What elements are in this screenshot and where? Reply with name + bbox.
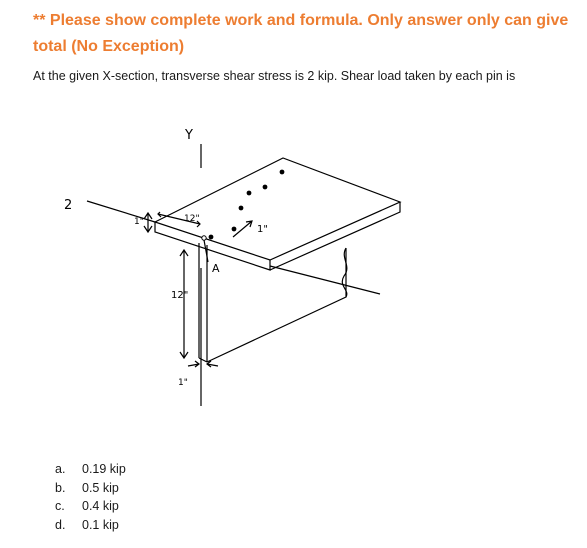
flange-thickness-dimension: [144, 213, 152, 232]
flange-thickness-label: 1": [134, 217, 144, 227]
choice-d[interactable]: [55, 516, 126, 535]
choice-a[interactable]: [55, 460, 126, 479]
choice-text: 0.5 kip: [82, 480, 119, 495]
web-thickness-label: 1": [178, 378, 188, 388]
choice-letter: a.: [55, 462, 66, 476]
web-front: [199, 243, 207, 362]
choice-b[interactable]: [55, 479, 126, 498]
point-a-label: A: [212, 262, 220, 275]
choice-letter: b.: [55, 480, 66, 495]
choice-letter: d.: [55, 518, 66, 533]
choice-c[interactable]: [55, 497, 126, 516]
answer-choices: [55, 460, 126, 535]
web-thickness-dimension: [188, 361, 218, 367]
pin-2: [232, 227, 237, 232]
pin-5: [263, 185, 268, 190]
y-axis-label: Y: [185, 128, 193, 143]
pin-4: [247, 191, 252, 196]
z-axis-label: 2: [64, 198, 73, 213]
pin-spacing-label: 1": [257, 224, 268, 235]
flange-right-face: [270, 202, 400, 270]
choice-text: 0.4 kip: [82, 499, 119, 514]
point-a-marker: [202, 236, 206, 240]
web-height-label: 12": [171, 290, 189, 301]
instruction-text: ** Please show complete work and formula. Only answer only can give total (No Exception): [33, 12, 569, 55]
choice-letter: c.: [55, 499, 65, 514]
question-text: At the given X-section, transverse shear stress is 2 kip. Shear load taken by each pin is: [33, 69, 516, 83]
choice-text: 0.1 kip: [82, 518, 119, 533]
web-height-dimension: [180, 250, 188, 358]
pin-3: [239, 206, 244, 211]
choice-text: 0.19 kip: [82, 462, 126, 476]
web-side: [207, 248, 346, 362]
flange-width-label: 12": [184, 214, 200, 224]
pin-1: [209, 235, 214, 240]
pin-6: [280, 170, 285, 175]
